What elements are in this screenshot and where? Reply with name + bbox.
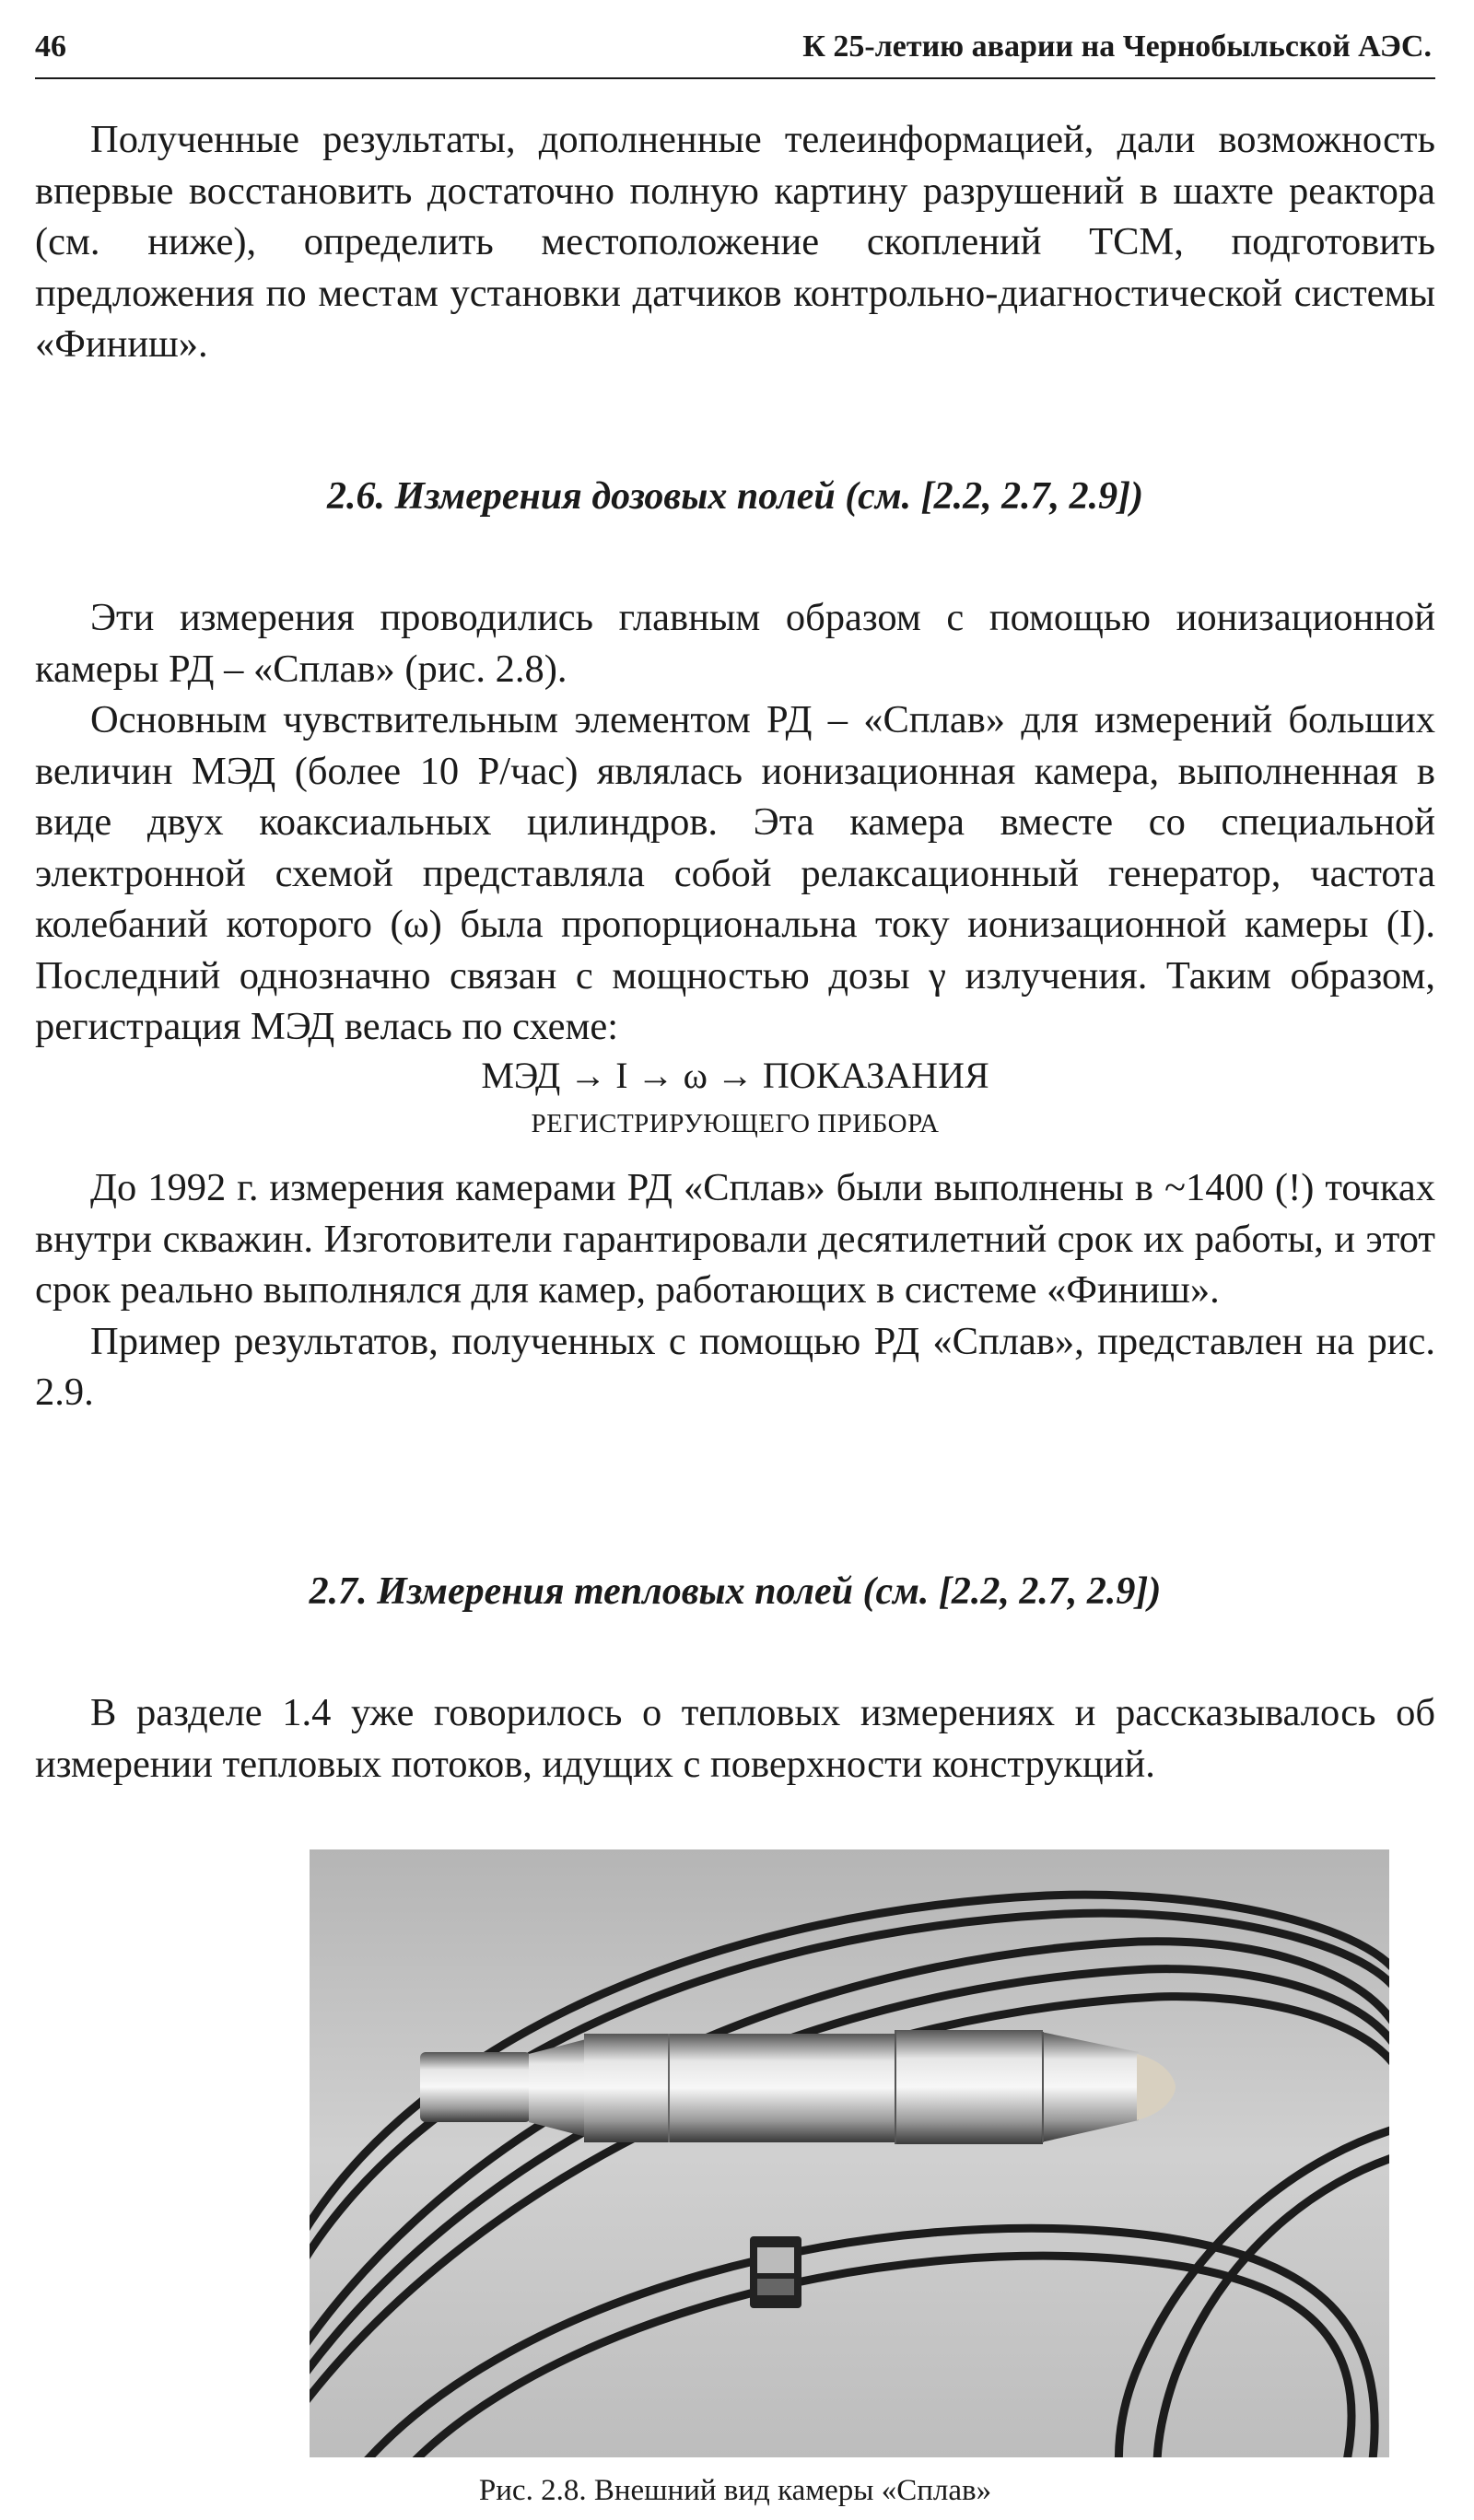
page (35, 0, 1435, 2520)
intro-paragraph: Полученные результаты, дополненные телеинформацией, дали возможность впервые восстановить достаточно полную картину разрушений в шахте реактора (см. ниже), определить местоположение скоплений ТСМ, подготовить предложения по местам установки датчиков контрольно-диагностической системы «Финиш». (35, 118, 1435, 366)
page-header (35, 26, 1435, 79)
small-component (750, 2236, 801, 2308)
section-2-6-body-continued (35, 1162, 1435, 1418)
section-2-7-heading: 2.7. Измерения тепловых полей (см. [2.2, 2.7, 2.9]) (309, 1570, 1162, 1613)
intro-text (35, 114, 1435, 370)
paragraph: В разделе 1.4 уже говорилось о тепловых измерениях и рассказывалось об измерении тепловых потоков, идущих с поверхности конструкций. (35, 1691, 1435, 1786)
section-2-7-body (35, 1687, 1435, 1790)
paragraph: Основным чувствительным элементом РД – «Сплав» для измерений больших величин МЭД (более 10 Р/час) являлась ионизационная камера, выполненная в виде двух коаксиальных цилиндров. Эта камера вместе со специальной электронной схемой представляла собой релаксационный генератор, частота колебаний которого (ω) была пропорциональна току ионизационной камеры (I). Последний однозначно связан с мощностью дозы γ излучения. Таким образом, регистрация МЭД велась по схеме: (35, 698, 1435, 1048)
figure-caption: Рис. 2.8. Внешний вид камеры «Сплав» (478, 2474, 992, 2507)
section-2-6-body (35, 592, 1435, 1053)
running-title: К 25-летию аварии на Чернобыльской АЭС. (802, 29, 1432, 64)
formula-line: РЕГИСТРИРУЮЩЕГО ПРИБОРА (531, 1109, 940, 1138)
photo-illustration (310, 1849, 1389, 2457)
formula-line: МЭД → I → ω → ПОКАЗАНИЯ (481, 1055, 989, 1096)
paragraph: Пример результатов, полученных с помощью РД «Сплав», представлен на рис. 2.9. (35, 1319, 1435, 1414)
paragraph: Эти измерения проводились главным образом с помощью ионизационной камеры РД – «Сплав» (рис. 2.8). (35, 596, 1435, 691)
measurement-scheme-formula (35, 1052, 1435, 1148)
section-2-6-heading: 2.6. Измерения дозовых полей (см. [2.2, 2.7, 2.9]) (326, 475, 1144, 518)
paragraph: До 1992 г. измерения камерами РД «Сплав» были выполнены в ~1400 (!) точках внутри скважин. Изготовители гарантировали десятилетний срок их работы, и этот срок реально выполнялся для камер, работающих в системе «Финиш». (35, 1166, 1435, 1312)
figure-photo-splav-chamber (310, 1849, 1389, 2457)
page-number: 46 (35, 29, 66, 64)
